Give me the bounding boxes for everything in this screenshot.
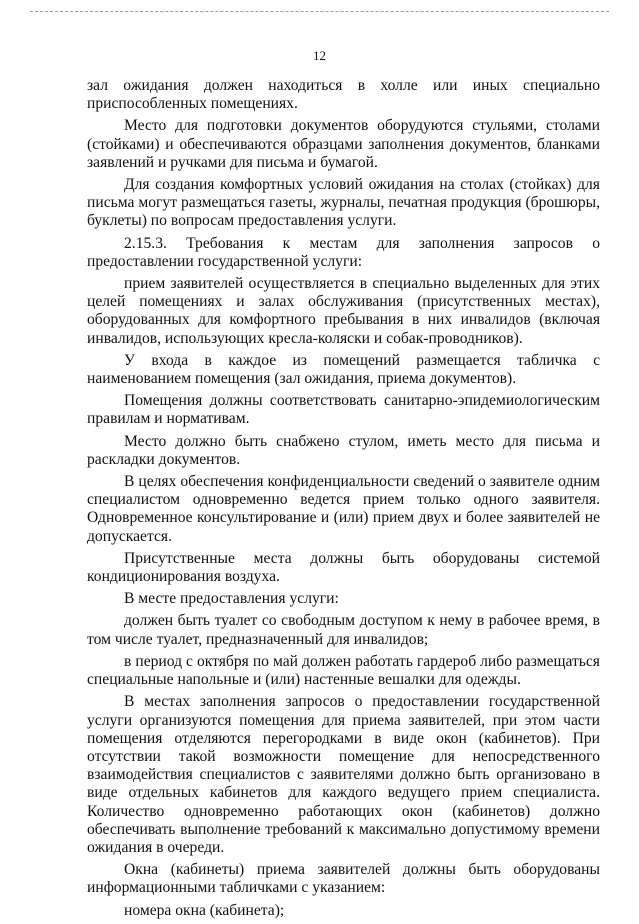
section-heading-2-15-3: 2.15.3. Требования к местам для заполнения запросов о предоставлении государственной услуги: <box>87 234 600 270</box>
document-body <box>87 77 600 924</box>
paragraph: должен быть туалет со свободным доступом к нему в рабочее время, в том числе туалет, предназначенный для инвалидов; <box>87 612 600 648</box>
paragraph: Помещения должны соответствовать санитарно-эпидемиологическим правилам и нормативам. <box>87 392 600 428</box>
paragraph: номера окна (кабинета); <box>124 901 285 919</box>
paragraph: Окна (кабинеты) приема заявителей должны быть оборудованы информационными табличками с указанием: <box>87 861 600 897</box>
paragraph: Место для подготовки документов оборудуются стульями, столами (стойками) и обеспечиваются образцами заполнения документов, бланками заявлений и ручками для письма и бумагой. <box>87 117 600 171</box>
page-number: 12 <box>313 48 326 63</box>
scan-edge-line <box>30 11 609 12</box>
paragraph: Место должно быть снабжено стулом, иметь место для письма и раскладки документов. <box>87 432 600 468</box>
paragraph: в период с октября по май должен работать гардероб либо размещаться специальные напольные и (или) настенные вешалки для одежды. <box>87 652 600 689</box>
paragraph: прием заявителей осуществляется в специально выделенных для этих целей помещениях и залах обслуживания (присутственных местах), оборудованных для комфортного пребывания в них инвалидов (включая инвалидов, использующих кресла-коляски и собак-проводников). <box>87 275 600 347</box>
paragraph: У входа в каждое из помещений размещается табличка с наименованием помещения (зал ожидания, приема документов). <box>87 351 600 388</box>
paragraph: В местах заполнения запросов о предоставлении государственной услуги организуются помещения для приема заявителей, при этом части помещения отделяются перегородками в виде окон (кабинетов). При отсутствии такой возможности помещение для непосредственного взаимодействия специалистов с заявителями должно быть организовано в виде отдельных кабинетов для каждого ведущего прием специалиста. Количество одновременно работающих окон (кабинетов) должно обеспечивать выполнение требований к максимально допустимому времени ожидания в очереди. <box>87 693 600 856</box>
paragraph: Для создания комфортных условий ожидания на столах (стойках) для письма могут размещаться газеты, журналы, печатная продукция (брошюры, буклеты) по вопросам предоставления услуги. <box>87 176 600 230</box>
paragraph-continuation: зал ожидания должен находиться в холле или иных специально приспособленных помещениях. <box>87 77 600 113</box>
paragraph: В целях обеспечения конфиденциальности сведений о заявителе одним специалистом одновременно ведется прием только одного заявителя. Одновременное консультирование и (или) прием двух и более заявителей не допускается. <box>87 473 600 545</box>
paragraph: Присутственные места должны быть оборудованы системой кондиционирования воздуха. <box>87 549 600 586</box>
paragraph: В месте предоставления услуги: <box>124 590 339 608</box>
